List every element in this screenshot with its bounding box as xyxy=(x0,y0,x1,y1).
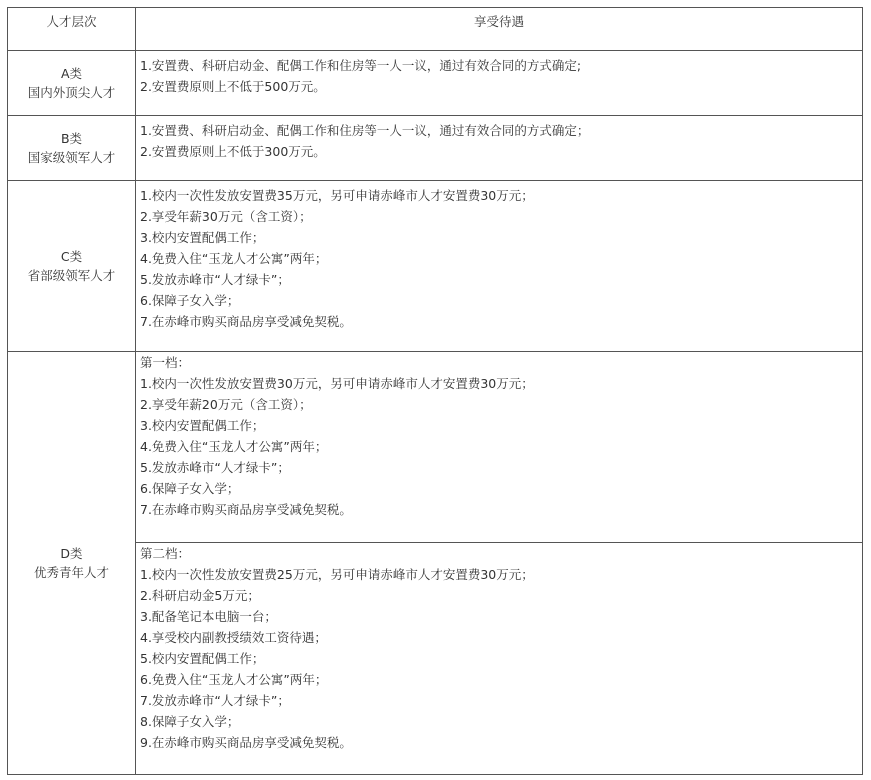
header-benefits: 享受待遇 xyxy=(136,8,863,51)
level-cell-c xyxy=(8,181,136,352)
benefit-line: 5.校内安置配偶工作； xyxy=(140,651,265,666)
benefits-cell-c xyxy=(136,181,863,352)
level-name: 国内外顶尖人才 xyxy=(27,85,116,100)
level-name: 国家级领军人才 xyxy=(27,150,116,165)
benefit-line: 9.在赤峰市购买商品房享受减免契税。 xyxy=(140,735,352,750)
row-c xyxy=(8,181,863,352)
tier-title: 第一档： xyxy=(140,355,191,370)
benefits-table xyxy=(7,7,863,775)
level-cell-d xyxy=(8,352,136,775)
benefit-line: 4.享受校内副教授绩效工资待遇； xyxy=(140,630,327,645)
header-row xyxy=(8,8,863,51)
benefit-line: 8.保障子女入学； xyxy=(140,714,240,729)
row-a xyxy=(8,51,863,116)
benefit-line: 6.免费入住“玉龙人才公寓”两年； xyxy=(140,672,328,687)
level-code: A类 xyxy=(60,66,83,81)
benefit-line: 5.发放赤峰市“人才绿卡”； xyxy=(140,272,290,287)
benefits-cell-d-tier1 xyxy=(136,352,863,543)
benefit-line: 1.安置费、科研启动金、配偶工作和住房等一人一议，通过有效合同的方式确定; xyxy=(140,58,582,73)
benefit-line: 3.校内安置配偶工作； xyxy=(140,230,265,245)
level-code: C类 xyxy=(60,249,83,264)
level-code: B类 xyxy=(60,131,83,146)
benefit-line: 7.在赤峰市购买商品房享受减免契税。 xyxy=(140,502,352,517)
level-name: 省部级领军人才 xyxy=(27,268,116,283)
benefit-line: 1.校内一次性发放安置费25万元，另可申请赤峰市人才安置费30万元； xyxy=(140,567,534,582)
benefit-line: 1.校内一次性发放安置费30万元，另可申请赤峰市人才安置费30万元； xyxy=(140,376,534,391)
benefit-line: 7.在赤峰市购买商品房享受减免契税。 xyxy=(140,314,352,329)
level-cell-a xyxy=(8,51,136,116)
benefit-line: 4.免费入住“玉龙人才公寓”两年； xyxy=(140,439,328,454)
benefit-line: 5.发放赤峰市“人才绿卡”； xyxy=(140,460,290,475)
level-cell-b xyxy=(8,116,136,181)
benefit-line: 2.安置费原则上不低于300万元。 xyxy=(140,144,326,159)
tier-title: 第二档： xyxy=(140,546,191,561)
row-d-tier2 xyxy=(8,543,863,775)
benefit-line: 6.保障子女入学； xyxy=(140,481,240,496)
benefit-line: 2.安置费原则上不低于500万元。 xyxy=(140,79,326,94)
benefit-line: 7.发放赤峰市“人才绿卡”； xyxy=(140,693,290,708)
benefit-line: 2.享受年薪20万元（含工资）； xyxy=(140,397,312,412)
header-level: 人才层次 xyxy=(8,8,136,51)
row-d-tier1 xyxy=(8,352,863,543)
benefit-line: 2.科研启动金5万元； xyxy=(140,588,260,603)
benefit-line: 6.保障子女入学； xyxy=(140,293,240,308)
benefit-line: 2.享受年薪30万元（含工资）； xyxy=(140,209,312,224)
level-name: 优秀青年人才 xyxy=(33,565,109,580)
benefit-line: 1.安置费、科研启动金、配偶工作和住房等一人一议，通过有效合同的方式确定； xyxy=(140,123,590,138)
benefit-line: 1.校内一次性发放安置费35万元，另可申请赤峰市人才安置费30万元； xyxy=(140,188,534,203)
level-code: D类 xyxy=(60,546,83,561)
row-b xyxy=(8,116,863,181)
benefit-line: 4.免费入住“玉龙人才公寓”两年； xyxy=(140,251,328,266)
benefit-line: 3.配备笔记本电脑一台； xyxy=(140,609,277,624)
benefits-cell-a xyxy=(136,51,863,116)
benefits-cell-b xyxy=(136,116,863,181)
benefit-line: 3.校内安置配偶工作； xyxy=(140,418,265,433)
benefits-cell-d-tier2 xyxy=(136,543,863,775)
